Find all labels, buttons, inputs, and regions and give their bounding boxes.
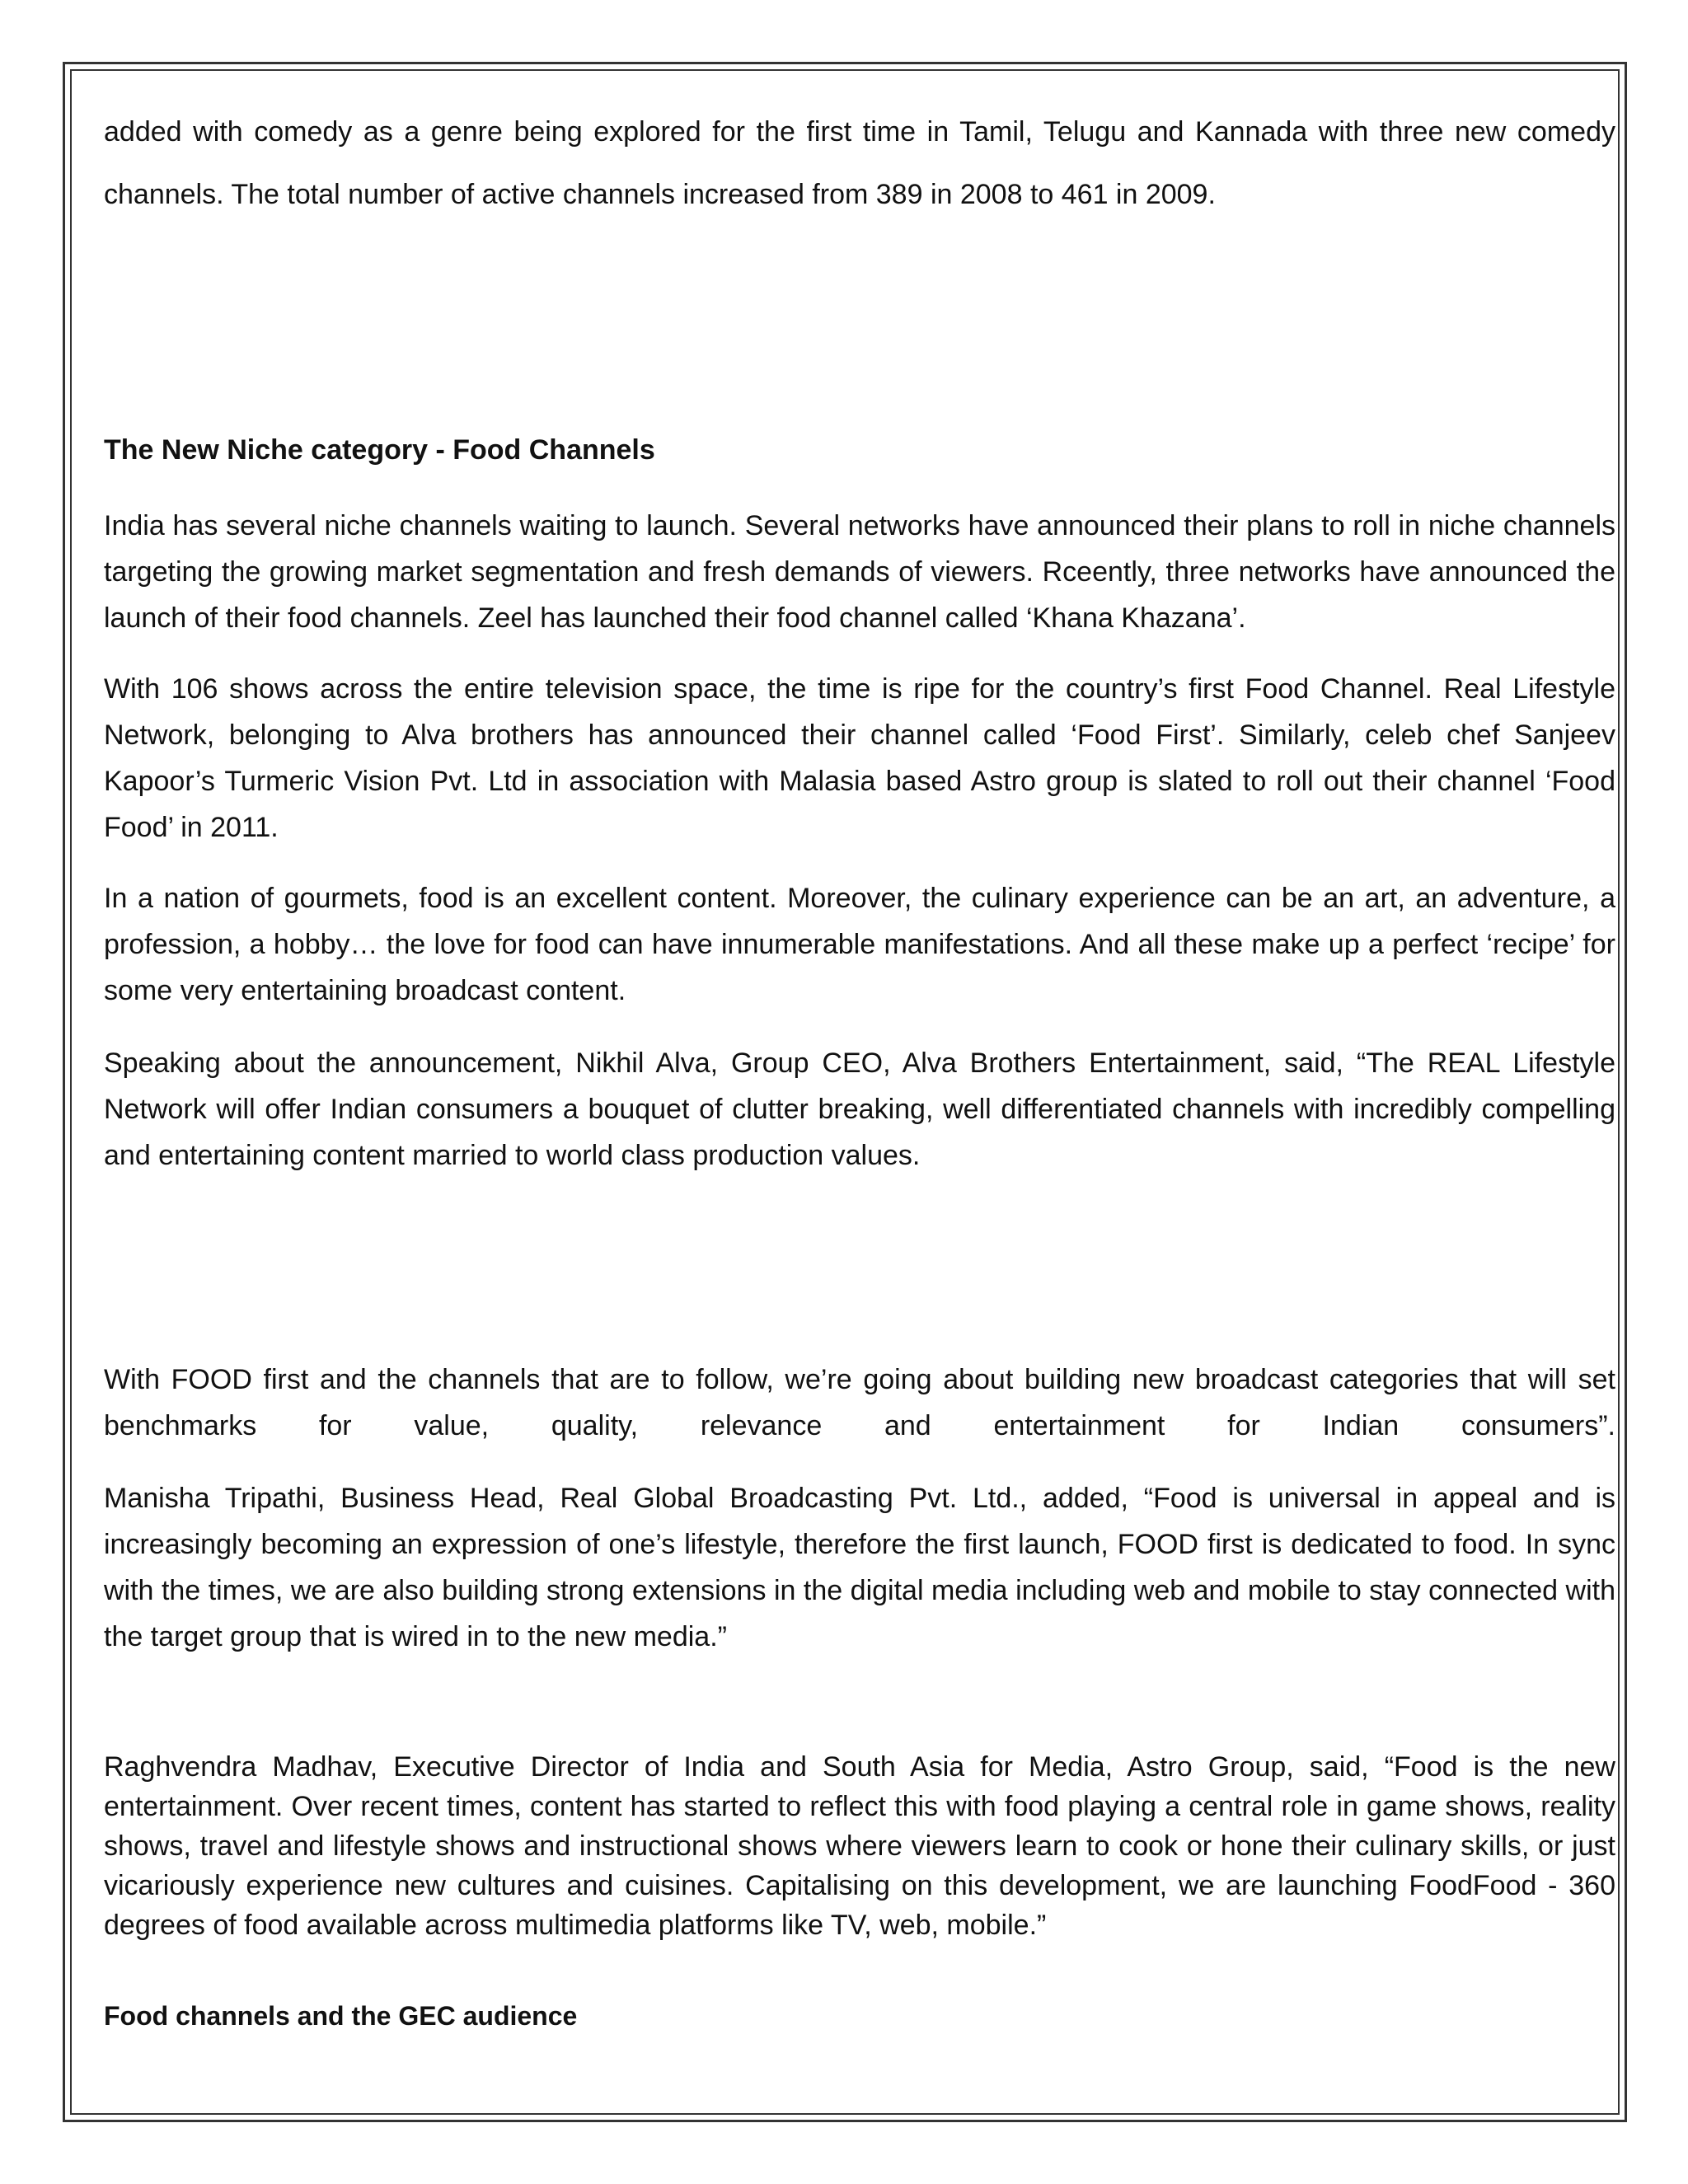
paragraph-gourmets: In a nation of gourmets, food is an excellent content. Moreover, the culinary experience can be an art, an adventure, a profession, a hobby… the love for food can have innumerable manifestations. And all these make up a perfect ‘recipe’ for some very entertaining broadcast content.	[104, 883, 1615, 1006]
section-heading-gec-audience: Food channels and the GEC audience	[104, 2001, 578, 2031]
paragraph-raghvendra-madhav-quote: Raghvendra Madhav, Executive Director of India and South Asia for Media, Astro Group, said, “Food is the new entertainment. Over recent times, content has started to reflect this with food playing a central role in game shows, reality shows, travel and lifestyle shows and instructional shows where viewers learn to cook or hone their culinary skills, or just vicariously experience new cultures and cuisines. Capitalising on this development, we are launching FoodFood - 360 degrees of food available across multimedia platforms like TV, web, mobile.”	[104, 1751, 1615, 1941]
paragraph-nikhil-alva-quote: Speaking about the announcement, Nikhil Alva, Group CEO, Alva Brothers Entertainment, said, “The REAL Lifestyle Network will offer Indian consumers a bouquet of clutter breaking, well differentiated channels with incredibly compelling and entertaining content married to world class production values.	[104, 1047, 1615, 1171]
paragraph-food-first: With 106 shows across the entire television space, the time is ripe for the country’s first Food Channel. Real Lifestyle Network, belonging to Alva brothers has announced their channel called ‘Food First’. Similarly, celeb chef Sanjeev Kapoor’s Turmeric Vision Pvt. Ltd in association with Malasia based Astro group is slated to roll out their channel ‘Food Food’ in 2011.	[104, 673, 1615, 843]
paragraph-channels-increase: added with comedy as a genre being explored for the first time in Tamil, Telugu and Kannada with three new comedy channels. The total number of active channels increased from 389 in 2008 to 461 in 2009.	[104, 116, 1615, 210]
paragraph-manisha-tripathi-quote: Manisha Tripathi, Business Head, Real Global Broadcasting Pvt. Ltd., added, “Food is universal in appeal and is increasingly becoming an expression of one’s lifestyle, therefore the first launch, FOOD first is dedicated to food. In sync with the times, we are also building strong extensions in the digital media including web and mobile to stay connected with the target group that is wired in to the new media.”	[104, 1483, 1615, 1652]
paragraph-niche-channels: India has several niche channels waiting to launch. Several networks have announced their plans to roll in niche channels targeting the growing market segmentation and fresh demands of viewers. Rceently, three networks have announced the launch of their food channels. Zeel has launched their food channel called ‘Khana Khazana’.	[104, 510, 1615, 634]
paragraph-food-first-benchmarks: With FOOD first and the channels that are to follow, we’re going about building new broadcast categories that will set benchmarks for value, quality, relevance and entertainment for Indian consumers”.	[104, 1364, 1615, 1441]
section-heading-food-channels: The New Niche category - Food Channels	[104, 434, 655, 466]
